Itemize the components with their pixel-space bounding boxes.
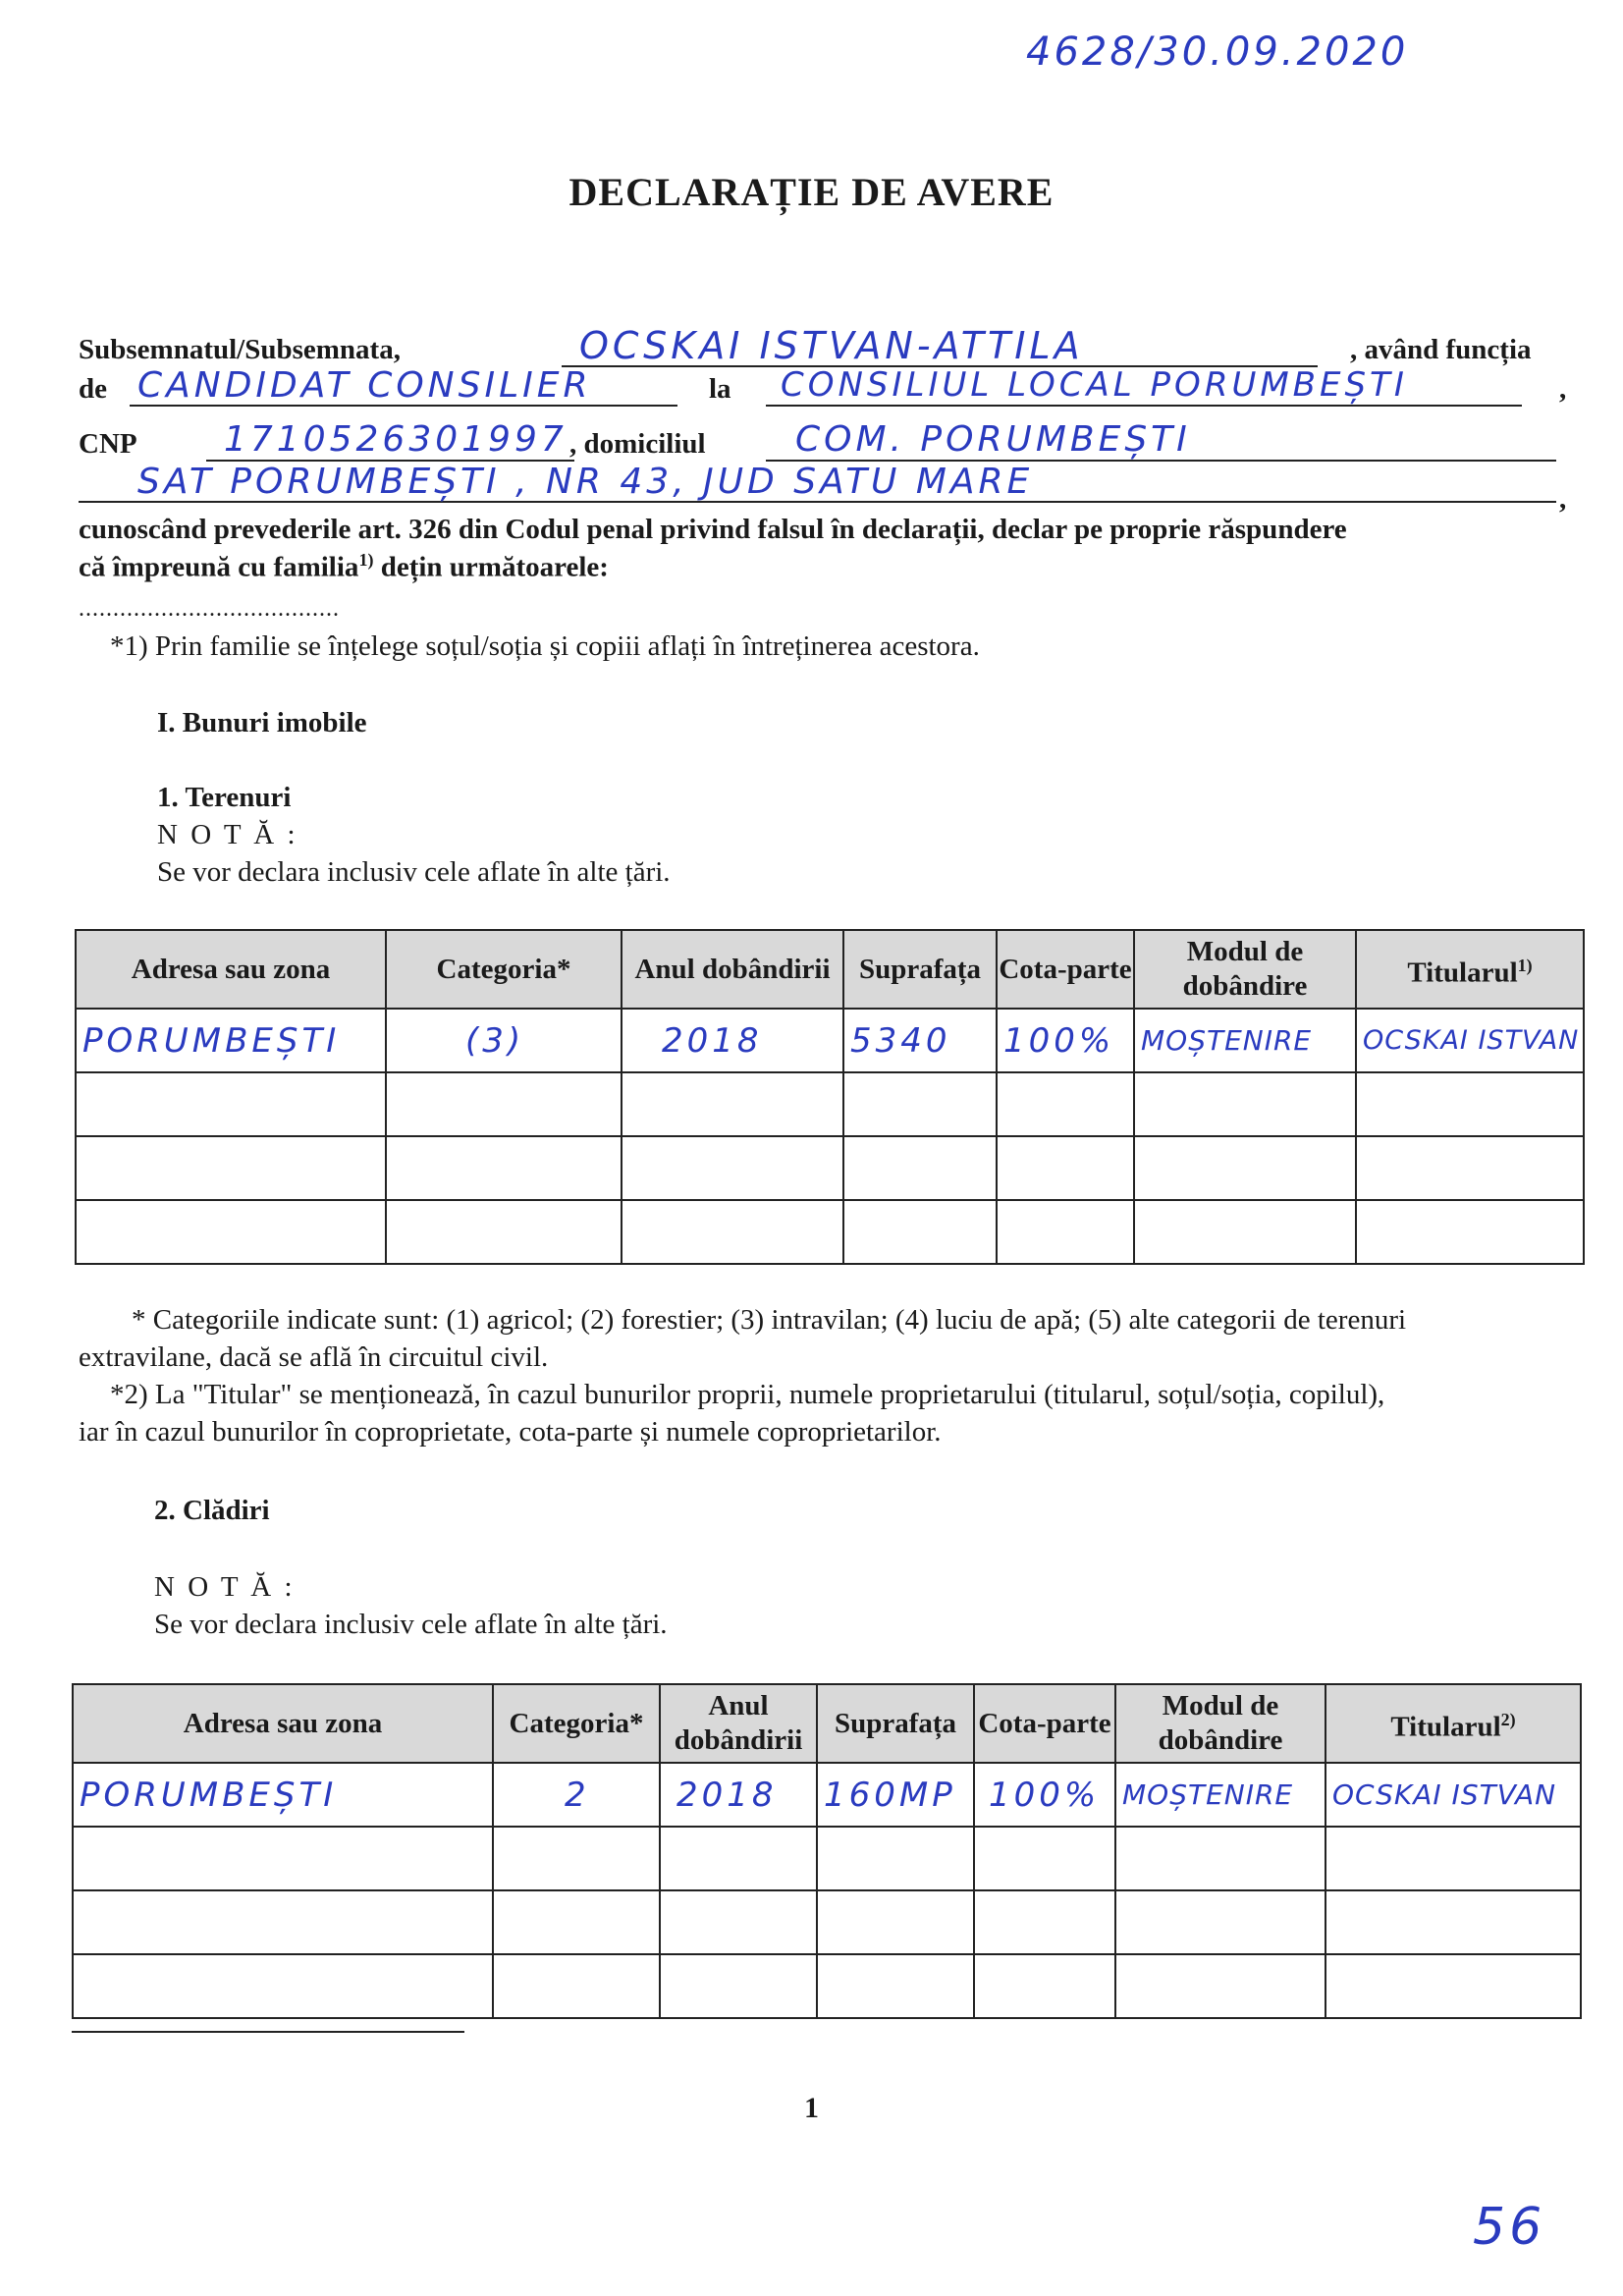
table-row — [73, 1763, 1581, 1827]
empty-cell — [1134, 1136, 1356, 1200]
empty-cell — [660, 1954, 817, 2018]
empty-cell — [997, 1072, 1134, 1136]
empty-cell — [73, 1890, 493, 1954]
col-header-suprafata: Suprafața — [843, 930, 997, 1009]
empty-cell — [493, 1890, 660, 1954]
empty-cell — [73, 1954, 493, 2018]
declarant-name: OCSKAI ISTVAN-ATTILA — [579, 324, 1084, 367]
empty-cell — [76, 1072, 386, 1136]
col-header-categoria: Categoria* — [386, 930, 622, 1009]
nota-text-2: Se vor declara inclusiv cele aflate în alte țări. — [154, 1609, 668, 1640]
col-header-adresa: Adresa sau zona — [73, 1684, 493, 1763]
cell-adresa — [76, 1009, 386, 1072]
empty-cell — [974, 1827, 1115, 1890]
avand-functia-label: , având funcția — [1350, 334, 1532, 365]
value-modul: MOȘTENIRE — [1122, 1778, 1294, 1811]
empty-cell — [817, 1890, 974, 1954]
value-anul: 2018 — [676, 1775, 778, 1815]
table-row — [73, 1890, 1581, 1954]
cnp-value: 1710526301997 — [224, 419, 568, 460]
value-cota: 100% — [989, 1775, 1101, 1815]
empty-cell — [843, 1200, 997, 1264]
cell-modul — [1115, 1763, 1325, 1827]
page-number: 1 — [804, 2092, 819, 2124]
empty-cell — [660, 1827, 817, 1890]
subsection-heading-terenuri: 1. Terenuri — [157, 782, 292, 813]
empty-cell — [1115, 1827, 1325, 1890]
note-titular-1: *2) La "Titular" se menționează, în cazul bunurilor proprii, numele proprietarului (titularul, soțul/soția, copilul), — [110, 1379, 1385, 1410]
empty-cell — [974, 1890, 1115, 1954]
empty-cell — [1325, 1827, 1581, 1890]
empty-cell — [493, 1827, 660, 1890]
col-header-anul: Anul dobândirii — [622, 930, 843, 1009]
titularul-label: Titularul — [1390, 1711, 1501, 1743]
empty-cell — [1115, 1890, 1325, 1954]
col-header-titularul — [1325, 1684, 1581, 1763]
col-header-modul: Modul de dobândire — [1134, 930, 1356, 1009]
la-label: la — [709, 373, 731, 405]
empty-cell — [386, 1072, 622, 1136]
statement-line-2 — [79, 550, 609, 584]
empty-cell — [73, 1827, 493, 1890]
address-line-1: COM. PORUMBEȘTI — [795, 419, 1191, 460]
titularul-sup: 1) — [1517, 955, 1533, 975]
table-row — [73, 1827, 1581, 1890]
value-suprafata: 5340 — [850, 1020, 951, 1061]
value-adresa: PORUMBEȘTI — [82, 1020, 341, 1061]
statement-line-1: cunoscând prevederile art. 326 din Codul penal privind falsul în declarații, declar pe proprie răspundere — [79, 514, 1347, 545]
footnote-family: *1) Prin familie se înțelege soțul/soția și copiii aflați în întreținerea acestora. — [110, 630, 980, 662]
col-header-cota: Cota-parte — [974, 1684, 1115, 1763]
cell-suprafata — [817, 1763, 974, 1827]
empty-cell — [1325, 1890, 1581, 1954]
col-header-modul: Modul de dobândire — [1115, 1684, 1325, 1763]
value-categoria: 2 — [565, 1775, 590, 1815]
subsemnatul-label: Subsemnatul/Subsemnata, — [79, 334, 401, 365]
statement-line-2b: dețin următoarele: — [373, 551, 609, 583]
value-cota: 100% — [1003, 1020, 1115, 1061]
handwritten-page-mark: 56 — [1473, 2198, 1546, 2257]
nota-text: Se vor declara inclusiv cele aflate în alte țări. — [157, 856, 671, 888]
cell-adresa — [73, 1763, 493, 1827]
cell-anul — [622, 1009, 843, 1072]
cell-titularul — [1325, 1763, 1581, 1827]
empty-cell — [817, 1954, 974, 2018]
institution: CONSILIUL LOCAL PORUMBEȘTI — [781, 365, 1408, 405]
cnp-label: CNP — [79, 428, 137, 460]
col-header-cota: Cota-parte — [997, 930, 1134, 1009]
empty-cell — [843, 1136, 997, 1200]
titularul-sup: 2) — [1500, 1709, 1516, 1729]
domiciliul-label: , domiciliul — [569, 428, 706, 460]
empty-cell — [386, 1200, 622, 1264]
col-header-suprafata: Suprafața — [817, 1684, 974, 1763]
empty-cell — [1115, 1954, 1325, 2018]
empty-cell — [997, 1136, 1134, 1200]
footnote-separator — [72, 2031, 464, 2033]
table-header-row — [76, 930, 1584, 1009]
institution-underline — [766, 405, 1522, 407]
statement-line-2a: că împreună cu familia — [79, 551, 359, 583]
value-suprafata: 160MP — [824, 1775, 956, 1815]
nota-label-2: N O T Ă : — [154, 1571, 296, 1603]
table-header-row — [73, 1684, 1581, 1763]
table-row — [73, 1954, 1581, 2018]
declarant-function: CANDIDAT CONSILIER — [137, 365, 592, 406]
empty-cell — [493, 1954, 660, 2018]
empty-cell — [660, 1890, 817, 1954]
dotted-separator: ...................................... — [79, 596, 340, 622]
empty-cell — [1134, 1072, 1356, 1136]
col-header-titularul — [1356, 930, 1584, 1009]
note-categories-1: * Categoriile indicate sunt: (1) agricol; (2) forestier; (3) intravilan; (4) luciu de apă; (5) alte categorii de terenuri — [132, 1304, 1407, 1336]
cladiri-table — [72, 1683, 1582, 2019]
empty-cell — [622, 1200, 843, 1264]
empty-cell — [1356, 1200, 1584, 1264]
value-modul: MOȘTENIRE — [1141, 1024, 1313, 1057]
cell-categoria — [386, 1009, 622, 1072]
comma: , — [1559, 373, 1567, 405]
empty-cell — [817, 1827, 974, 1890]
cell-anul — [660, 1763, 817, 1827]
cell-modul — [1134, 1009, 1356, 1072]
document-title: DECLARAȚIE DE AVERE — [568, 170, 1055, 214]
cell-cota — [974, 1763, 1115, 1827]
subsection-heading-cladiri: 2. Clădiri — [154, 1495, 270, 1526]
statement-sup: 1) — [358, 550, 374, 570]
section-heading-imobile: I. Bunuri imobile — [157, 707, 367, 738]
empty-cell — [974, 1954, 1115, 2018]
cell-titularul — [1356, 1009, 1584, 1072]
empty-cell — [622, 1072, 843, 1136]
empty-cell — [76, 1136, 386, 1200]
cell-categoria — [493, 1763, 660, 1827]
comma-2: , — [1559, 483, 1567, 515]
table-row — [76, 1072, 1584, 1136]
value-categoria: (3) — [465, 1020, 525, 1061]
table-row — [76, 1136, 1584, 1200]
col-header-anul: Anul dobândirii — [660, 1684, 817, 1763]
empty-cell — [997, 1200, 1134, 1264]
note-categories-2: extravilane, dacă se află în circuitul civil. — [79, 1341, 549, 1373]
table-row — [76, 1200, 1584, 1264]
empty-cell — [1356, 1072, 1584, 1136]
empty-cell — [1356, 1136, 1584, 1200]
address-line-2: SAT PORUMBEȘTI , NR 43, JUD SATU MARE — [137, 462, 1034, 502]
titularul-label: Titularul — [1407, 957, 1518, 989]
col-header-categoria: Categoria* — [493, 1684, 660, 1763]
de-label: de — [79, 373, 107, 405]
cell-cota — [997, 1009, 1134, 1072]
empty-cell — [1134, 1200, 1356, 1264]
table-row — [76, 1009, 1584, 1072]
value-anul: 2018 — [662, 1020, 763, 1061]
registration-number: 4628/30.09.2020 — [1026, 29, 1409, 75]
note-titular-2: iar în cazul bunurilor în coproprietate, cota-parte și numele coproprietarilor. — [79, 1416, 942, 1448]
terenuri-table — [75, 929, 1585, 1265]
empty-cell — [76, 1200, 386, 1264]
empty-cell — [622, 1136, 843, 1200]
nota-label: N O T Ă : — [157, 819, 298, 850]
cell-suprafata — [843, 1009, 997, 1072]
value-titularul: OCSKAI ISTVAN — [1363, 1025, 1580, 1056]
col-header-adresa: Adresa sau zona — [76, 930, 386, 1009]
value-titularul: OCSKAI ISTVAN — [1332, 1778, 1557, 1811]
empty-cell — [843, 1072, 997, 1136]
empty-cell — [386, 1136, 622, 1200]
empty-cell — [1325, 1954, 1581, 2018]
value-adresa: PORUMBEȘTI — [80, 1775, 338, 1815]
